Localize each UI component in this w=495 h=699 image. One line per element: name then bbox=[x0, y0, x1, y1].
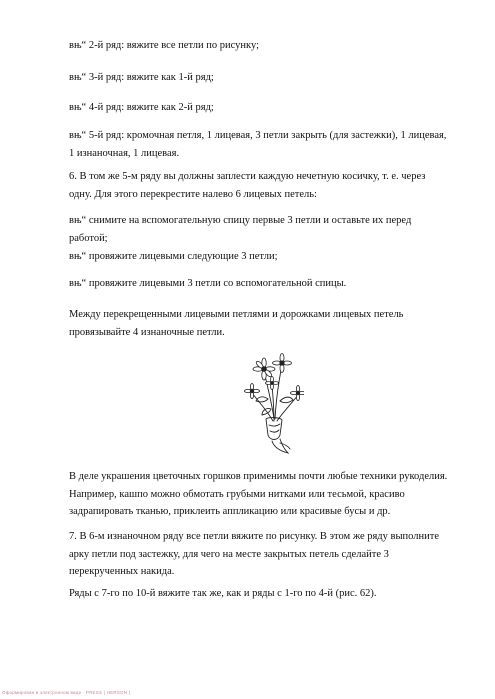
text-row-4: вњ“ 4-й ряд: вяжите как 2-й ряд; bbox=[69, 102, 214, 113]
footer-note: Оформирован в электронном виде · PRESS ( HERSON ) bbox=[2, 690, 131, 695]
text-slip-stitches: вњ“ снимите на вспомогательную спицу первые 3 петли и оставьте их перед работой; bbox=[69, 215, 412, 244]
text-row-2: вњ“ 2-й ряд: вяжите все петли по рисунку; bbox=[69, 40, 259, 51]
text-pot-decoration: В деле украшения цветочных горшков применимы почти любые техники рукоделия. Например, кашпо можно обмотать грубыми нитками или тесьмой, красиво задрапировать тканью, приклеить аппликацию или красивые бусы и др. bbox=[69, 471, 448, 517]
flower-bouquet-sketch-icon bbox=[244, 349, 304, 457]
text-rows-7-10: Ряды с 7-го по 10-й вяжите так же, как и ряды с 1-го по 4-й (рис. 62). bbox=[69, 588, 377, 599]
text-knit-next: вњ“ провяжите лицевыми следующие 3 петли; bbox=[69, 251, 278, 262]
text-purl-between: Между перекрещенными лицевыми петлями и дорожками лицевых петель провязывайте 4 изнаночные петли. bbox=[69, 309, 404, 338]
text-row-3: вњ“ 3-й ряд: вяжите как 1-й ряд; bbox=[69, 72, 214, 83]
text-step-7: 7. В 6-м изнаночном ряду все петли вяжите по рисунку. В этом же ряду выполните арку петли под застежку, для чего на месте закрытых петель сделайте 3 перекрученных накида. bbox=[69, 531, 439, 577]
text-row-5: вњ“ 5-й ряд: кромочная петля, 1 лицевая, 3 петли закрыть (для застежки), 1 лицевая, 1 изнаночная, 1 лицевая. bbox=[69, 130, 447, 159]
text-step-6: 6. В том же 5-м ряду вы должны заплести каждую нечетную косичку, т. е. через одну. Для этого перекрестите налево 6 лицевых петель: bbox=[69, 171, 426, 200]
text-knit-aux: вњ“ провяжите лицевыми 3 петли со вспомогательной спицы. bbox=[69, 278, 347, 289]
